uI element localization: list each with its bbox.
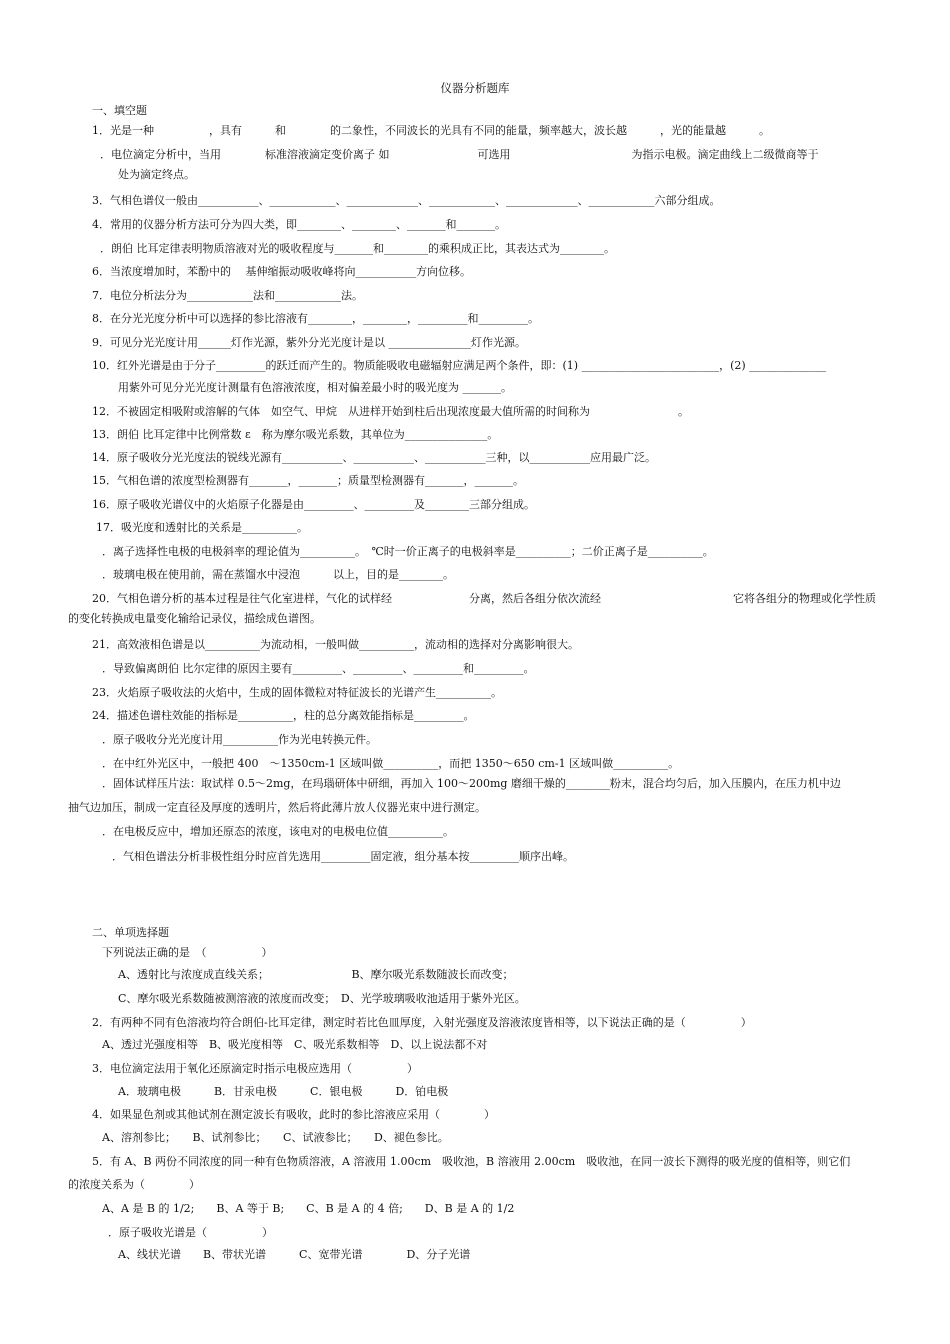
fill-question-number: 15．: [92, 474, 117, 487]
fill-question-number: 10．: [92, 359, 117, 372]
fill-question-text: 光是一种 ，具有 和 的二象性，不同波长的光具有不同的能量，频率越大，波长越 ，光的能量越 。: [110, 124, 770, 137]
fill-question-number: ．: [102, 777, 113, 790]
choice-question-text: 电位滴定法用于氧化还原滴定时指示电极应选用（ ）: [110, 1062, 418, 1075]
choice-question-item: [68, 1178, 200, 1192]
fill-question-text: 高效液相色谱是以__________为流动相，一般叫做__________，流动相的选择对分离影响很大。: [117, 638, 579, 651]
choice-question-text: A、线状光谱 B、带状光谱 C、宽带光谱 D、分子光谱: [118, 1248, 471, 1261]
fill-question-text: 导致偏离朗伯 比尔定律的原因主要有_________、_________、_________和_________。: [113, 662, 535, 675]
fill-question-item: [100, 148, 819, 162]
choice-question-item: [102, 946, 273, 960]
fill-question-number: 13．: [92, 428, 117, 441]
fill-question-number: ．: [102, 757, 113, 770]
fill-question-item: [102, 777, 841, 791]
fill-question-text: 常用的仪器分析方法可分为四大类，即________、________、_______和_______。: [110, 218, 506, 231]
fill-question-item: [68, 612, 321, 626]
fill-question-text: 用紫外可见分光光度计测量有色溶液浓度，相对偏差最小时的吸光度为 _______。: [118, 381, 512, 394]
fill-question-text: 当浓度增加时，苯酚中的 基伸缩振动吸收峰将向___________方向位移。: [110, 265, 471, 278]
fill-question-text: 红外光谱是由于分子_________的跃迁而产生的。物质能吸收电磁辐射应满足两个条件，即：(1) _________________________，(2) ______________: [117, 359, 827, 372]
fill-question-item: [92, 265, 471, 279]
choice-question-item: [92, 1155, 850, 1169]
fill-question-text: 朗伯 比耳定律表明物质溶液对光的吸收程度与_______和________的乘积成正比，其表达式为________。: [111, 242, 615, 255]
choice-question-text: C、摩尔吸光系数随被测溶液的浓度而改变； D、光学玻璃吸收池适用于紫外光区。: [118, 992, 526, 1005]
fill-question-text: 吸光度和透射比的关系是__________。: [121, 521, 308, 534]
fill-question-item: [92, 498, 535, 512]
choice-question-text: A、透过光强度相等 B、吸光度相等 C、吸光系数相等 D、以上说法都不对: [102, 1038, 488, 1051]
fill-question-item: [96, 521, 308, 535]
fill-question-number: 1．: [92, 124, 110, 137]
choice-question-item: [92, 1062, 418, 1076]
choice-question-item: [108, 1226, 273, 1240]
choice-question-item: [92, 1108, 495, 1122]
fill-question-number: 9．: [92, 336, 110, 349]
fill-question-item: [92, 194, 721, 208]
choice-question-number: 5．: [92, 1155, 110, 1168]
document-title: 仪器分析题库: [440, 81, 510, 95]
fill-question-number: 20．: [92, 592, 117, 605]
fill-question-text: 原子吸收光谱仪中的火焰原子化器是由_________、_________及________三部分组成。: [117, 498, 535, 511]
fill-question-item: [100, 242, 615, 256]
fill-question-item: [92, 638, 579, 652]
fill-question-number: ．: [102, 733, 113, 746]
fill-question-item: [92, 451, 656, 465]
choice-question-text: 下列说法正确的是 （ ）: [102, 946, 273, 959]
choice-question-text: 原子吸收光谱是（ ）: [119, 1226, 273, 1239]
fill-question-item: [102, 662, 535, 676]
choice-question-text: 如果显色剂或其他试剂在测定波长有吸收，此时的参比溶液应采用（ ）: [110, 1108, 495, 1121]
fill-question-item: [92, 359, 826, 373]
fill-question-item: [112, 850, 574, 864]
fill-question-number: 24．: [92, 709, 117, 722]
fill-question-number: 8．: [92, 312, 110, 325]
choice-question-item: [102, 1131, 449, 1145]
fill-question-item: [92, 124, 770, 138]
fill-question-text: 处为滴定终点。: [118, 168, 195, 181]
choice-question-text: 的浓度关系为（ ）: [68, 1178, 200, 1191]
fill-question-number: ．: [100, 242, 111, 255]
choice-question-text: A、溶剂参比； B、试剂参比； C、试液参比； D、褪色参比。: [102, 1131, 449, 1144]
fill-question-number: ．: [102, 545, 113, 558]
fill-question-text: 原子吸收分光光度计用__________作为光电转换元件。: [113, 733, 377, 746]
fill-question-item: [92, 218, 506, 232]
fill-question-number: 6．: [92, 265, 110, 278]
fill-question-number: ．: [102, 662, 113, 675]
fill-question-text: 抽气边加压，制成一定直径及厚度的透明片，然后将此薄片放人仪器光束中进行测定。: [68, 801, 486, 814]
choice-question-text: A、透射比与浓度成直线关系； B、摩尔吸光系数随波长而改变；: [118, 968, 514, 981]
fill-question-text: 原子吸收分光光度法的锐线光源有___________、___________、___________三种，以___________应用最广泛。: [117, 451, 656, 464]
choice-question-item: [118, 992, 526, 1006]
choice-question-text: 有 A、B 两份不同浓度的同一种有色物质溶液，A 溶液用 1.00cm 吸收池，B 溶液用 2.00cm 吸收池，在同一波长下测得的吸光度的值相等，则它们: [110, 1155, 851, 1168]
fill-question-number: ．: [102, 568, 113, 581]
fill-question-item: [92, 474, 524, 488]
fill-question-number: ．: [100, 148, 111, 161]
fill-question-text: 在电极反应中，增加还原态的浓度，该电对的电极电位值__________。: [113, 825, 454, 838]
choice-question-text: 有两种不同有色溶液均符合朗伯-比耳定律，测定时若比色皿厚度，入射光强度及溶液浓度皆相等，以下说法正确的是（ ）: [110, 1016, 752, 1029]
fill-question-item: [102, 545, 714, 559]
fill-question-text: 电位滴定分析中，当用 标准溶液滴定变价离子 如 可选用 为指示电极。滴定曲线上二级微商等于: [111, 148, 819, 161]
fill-question-text: 玻璃电极在使用前，需在蒸馏水中浸泡 以上，目的是________。: [113, 568, 454, 581]
fill-question-item: [92, 405, 689, 419]
choice-question-number: 2．: [92, 1016, 110, 1029]
choice-question-item: [118, 1248, 470, 1262]
choice-question-item: [92, 1016, 752, 1030]
fill-question-text: 离子选择性电极的电极斜率的理论值为__________。 ℃时一价正离子的电极斜率是__________；二价正离子是__________。: [113, 545, 714, 558]
choice-question-text: A．玻璃电极 B．甘汞电极 C．银电极 D．铂电极: [118, 1085, 449, 1098]
choice-question-text: A、A 是 B 的 1/2; B、A 等于 B; C、B 是 A 的 4 倍; D、B 是 A 的 1/2: [102, 1202, 515, 1215]
fill-question-number: 3．: [92, 194, 110, 207]
fill-question-item: [92, 289, 363, 303]
fill-question-number: 17．: [96, 521, 121, 534]
fill-question-text: 气相色谱的浓度型检测器有_______，_______；质量型检测器有_______，_______。: [117, 474, 524, 487]
fill-question-number: 14．: [92, 451, 117, 464]
fill-question-item: [92, 686, 502, 700]
fill-question-item: [92, 312, 539, 326]
fill-question-item: [92, 592, 876, 606]
fill-question-text: 可见分光光度计用______灯作光源，紫外分光光度计是以 _______________灯作光源。: [110, 336, 526, 349]
section-heading-single-choice: 二、单项选择题: [92, 926, 169, 939]
fill-question-text: 气相色谱法分析非极性组分时应首先选用_________固定液，组分基本按_________顺序出峰。: [123, 850, 574, 863]
fill-question-number: ．: [102, 825, 113, 838]
fill-question-text: 火焰原子吸收法的火焰中，生成的固体微粒对特征波长的光谱产生__________。: [117, 686, 502, 699]
fill-question-text: 的变化转换成电量变化输给记录仪，描绘成色谱图。: [68, 612, 321, 625]
choice-question-item: [102, 1202, 514, 1216]
fill-question-number: 4．: [92, 218, 110, 231]
fill-question-text: 不被固定相吸附或溶解的气体 如空气、甲烷 从进样开始到柱后出现浓度最大值所需的时间称为 。: [117, 405, 689, 418]
fill-question-text: 在中红外光区中，一般把 400 ～1350cm-1 区域叫做__________，而把 1350～650 cm-1 区域叫做__________。: [113, 757, 680, 770]
fill-question-number: 23．: [92, 686, 117, 699]
fill-question-text: 在分光光度分析中可以选择的参比溶液有________，________，_________和_________。: [110, 312, 539, 325]
choice-question-item: [102, 1038, 487, 1052]
choice-question-item: [118, 968, 514, 982]
fill-question-item: [92, 709, 475, 723]
choice-question-item: [118, 1085, 448, 1099]
fill-question-item: [92, 336, 526, 350]
fill-question-item: [118, 381, 512, 395]
fill-question-item: [68, 801, 486, 815]
fill-question-text: 气相色谱分析的基本过程是往气化室进样，气化的试样经 分离，然后各组分依次流经 它将各组分的物理或化学性质: [117, 592, 876, 605]
fill-question-number: 12．: [92, 405, 117, 418]
fill-question-item: [102, 757, 679, 771]
fill-question-item: [92, 428, 498, 442]
fill-question-number: 7．: [92, 289, 110, 302]
choice-question-number: 3．: [92, 1062, 110, 1075]
fill-question-text: 固体试样压片法：取试样 0.5～2mg，在玛瑙研体中研细，再加入 100～200mg 磨细干燥的________粉末，混合均匀后，加入压膜内，在压力机中边: [113, 777, 841, 790]
choice-question-number: ．: [108, 1226, 119, 1239]
section-heading-fill-in: 一、填空题: [92, 104, 147, 117]
fill-question-number: 16．: [92, 498, 117, 511]
fill-question-text: 电位分析法分为____________法和____________法。: [110, 289, 363, 302]
fill-question-number: ．: [112, 850, 123, 863]
fill-question-item: [118, 168, 195, 182]
fill-question-item: [102, 568, 454, 582]
fill-question-item: [102, 733, 377, 747]
fill-question-text: 气相色谱仪一般由___________、____________、_____________、____________、_____________、____________六部分组成。: [110, 194, 721, 207]
fill-question-item: [102, 825, 454, 839]
choice-question-number: 4．: [92, 1108, 110, 1121]
fill-question-number: 21．: [92, 638, 117, 651]
fill-question-text: 朗伯 比耳定律中比例常数 ε 称为摩尔吸光系数，其单位为_______________。: [117, 428, 499, 441]
fill-question-text: 描述色谱柱效能的指标是__________，柱的总分离效能指标是_________。: [117, 709, 475, 722]
